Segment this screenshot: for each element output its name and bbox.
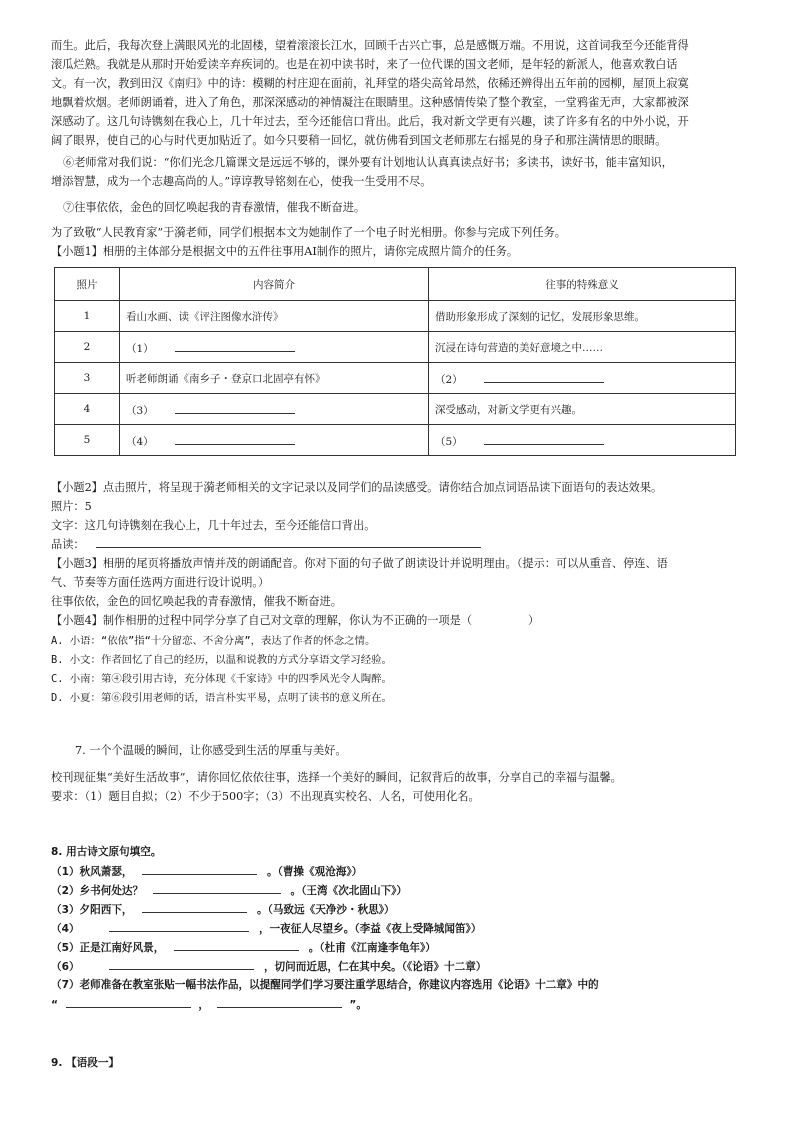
row-num: 2 (55, 332, 120, 363)
answer-blank-5[interactable] (484, 432, 604, 445)
passage-line: ⑥老师常对我们说：“你们光念几篇课文是远远不够的，课外要有计划地认认真真读点好书；多读书，读好书，能丰富知识， (63, 156, 673, 169)
blank-label: （1） (126, 342, 154, 355)
answer-blank-3[interactable] (175, 401, 295, 414)
item-prefix: （6） (51, 961, 80, 973)
option-b[interactable]: B. 小文：作者回忆了自己的经历，以温和说教的方式分享语文学习经验。 (51, 654, 392, 666)
answer-blank-1[interactable] (175, 339, 295, 352)
q7-line: 校刊现征集“美好生活故事”，请你回忆依依往事，选择一个美好的瞬间，记叙背后的故事，分享自己的幸福与温馨。 (51, 771, 622, 784)
q4-prompt: 【小题4】制作相册的过程中同学分享了自己对文章的理解，你认为不正确的一项是（ ） (51, 614, 540, 627)
q1-prompt: 【小题1】相册的主体部分是根据文中的五件往事用AI制作的照片，请你完成照片简介的任务。 (51, 245, 519, 258)
q4-options (51, 632, 746, 708)
answer-blank-4[interactable] (175, 432, 295, 445)
passage-line: 深感动了。这几句诗镌刻在我心上，几十年过去，至今还能信口背出。此后，我对新文学更有兴趣，读了许多有名的中外小说，开 (51, 115, 689, 128)
passage-line: 增添智慧，成为一个志趣高尚的人。”谆谆教导铭刻在心，使我一生受用不尽。 (51, 175, 432, 188)
passage-paragraph-7 (51, 198, 746, 217)
item-prefix: （3）夕阳西下， (51, 904, 133, 916)
table-row (55, 363, 736, 394)
q8-item (51, 862, 746, 881)
row-num: 4 (55, 394, 120, 425)
poem-blank-2[interactable] (153, 881, 281, 894)
passage-line: 滚瓜烂熟。我就是从那时开始爱读辛弃疾词的。也是在初中读书时，来了一位代课的国文老师，是年轻的新派人，他喜欢教白话 (51, 58, 678, 71)
option-d[interactable]: D. 小夏：第⑥段引用老师的话，语言朴实平易，点明了读书的意义所在。 (51, 692, 392, 704)
row-content (120, 425, 429, 456)
passage-line: 阔了眼界，使自己的心与时代更加贴近了。如今只要稍一回忆，就仿佛看到国文老师那左右摇晃的身子和那注满情思的眼睛。 (51, 134, 667, 147)
row-content (120, 394, 429, 425)
passage-paragraph (51, 36, 746, 150)
task-intro (51, 223, 746, 261)
q7-title-text: 7. 一个个温暖的瞬间，让你感受到生活的厚重与美好。 (75, 744, 347, 757)
table-row (55, 394, 736, 425)
q8-title: 8. 用古诗文原句填空。 (51, 846, 162, 858)
header-meaning: 往事的特殊意义 (429, 268, 736, 301)
intro-text: 为了致敬“人民教育家”于漪老师，同学们根据本文为她制作了一个电子时光相册。你参与完成下列任务。 (51, 226, 566, 239)
q7-title (75, 741, 746, 760)
row-meaning (429, 425, 736, 456)
poem-blank-4[interactable] (109, 919, 249, 932)
q2-read-row (51, 535, 746, 554)
table-row (55, 425, 736, 456)
poem-blank-7a[interactable] (66, 995, 191, 1008)
row-meaning: 沉浸在诗句营造的美好意境之中…… (429, 332, 736, 363)
table-row (55, 332, 736, 363)
blank-label: （5） (435, 435, 463, 448)
row-meaning (429, 363, 736, 394)
q4-block (51, 611, 746, 630)
item-prefix: （4） (51, 923, 80, 935)
blank-label: （3） (126, 404, 154, 417)
poem-blank-5[interactable] (174, 938, 299, 951)
row-meaning: 借助形象形成了深刻的记忆，发展形象思维。 (429, 301, 736, 332)
q8-block (51, 843, 746, 1014)
comma: ， (198, 999, 209, 1011)
item-prefix: （5）正是江南好风景， (51, 942, 165, 954)
row-content: 听老师朗诵《南乡子・登京口北固亭有怀》 (120, 363, 429, 394)
passage-line: 地飘着炊烟。老师朗诵着，进入了角色，那深深感动的神情凝注在眼睛里。这种感情传染了整个教室，一堂鸦雀无声，大家都被深 (51, 96, 689, 109)
item-prefix: （1）秋风萧瑟， (51, 866, 133, 878)
item-suffix: ，切问而近思，仁在其中矣。（《论语》十二章） (263, 961, 487, 973)
table-row (55, 301, 736, 332)
row-content: 看山水画、读《评注图像水浒传》 (120, 301, 429, 332)
row-content (120, 332, 429, 363)
row-num: 3 (55, 363, 120, 394)
item-prefix: （2）乡书何处达？ (51, 885, 144, 897)
q8-item (51, 957, 746, 976)
q3-sentence: 往事依依，金色的回忆唤起我的青春激情，催我不断奋进。 (51, 595, 342, 608)
header-content: 内容简介 (120, 268, 429, 301)
q2-photo: 照片：5 (51, 500, 92, 513)
row-meaning: 深受感动，对新文学更有兴趣。 (429, 394, 736, 425)
q2-text: 文字：这几句诗镌刻在我心上，几十年过去，至今还能信口背出。 (51, 519, 376, 532)
passage-line: 而生。此后，我每次登上满眼风光的北固楼，望着滚滚长江水，回顾千古兴亡事，总是感慨万端。不用说，这首词我至今还能背得 (51, 39, 689, 52)
item-suffix: ，一夜征人尽望乡。（李益《夜上受降城闻笛》） (258, 923, 482, 935)
q8-item (51, 919, 746, 938)
q2-prompt: 【小题2】点击照片，将呈现于漪老师相关的文字记录以及同学们的品读感受。请你结合加点词语品读下面语句的表达效果。 (51, 481, 663, 494)
table-header-row (55, 268, 736, 301)
photo-table (54, 267, 736, 456)
q8-item (51, 900, 746, 919)
item-suffix: 。（王湾《次北固山下》） (290, 885, 408, 897)
blank-label: （2） (435, 373, 463, 386)
q2-read-label: 品读： (51, 538, 85, 551)
passage-paragraph-6 (51, 153, 746, 191)
poem-blank-1[interactable] (142, 862, 257, 875)
q7-requirements: 要求：（1）题目自拟；（2）不少于500字；（3）不出现真实校名、人名，可使用化名。 (51, 790, 480, 803)
passage-line: 文。有一次，教到田汉《南归》中的诗：模糊的村庄迎在面前，礼拜堂的塔尖高耸昂然，依稀还辨得出五年前的园柳，屋顶上寂寞 (51, 77, 689, 90)
q8-item (51, 938, 746, 957)
close-quote: ”。 (349, 999, 367, 1011)
open-quote: “ (51, 999, 58, 1011)
item-suffix: 。（马致远《天净沙・秋思》） (256, 904, 395, 916)
blank-label: （4） (126, 435, 154, 448)
poem-blank-6[interactable] (109, 957, 254, 970)
poem-blank-3[interactable] (142, 900, 247, 913)
q2-block (51, 478, 746, 554)
option-c[interactable]: C. 小南：第④段引用古诗，充分体现《千家诗》中的四季风光令人陶醉。 (51, 673, 392, 685)
q7-block (51, 768, 746, 806)
poem-blank-7b[interactable] (217, 995, 342, 1008)
q2-answer-blank[interactable] (96, 535, 481, 548)
item-suffix: 。（杜甫《江南逢李龟年》） (308, 942, 436, 954)
item-suffix: 。（曹操《观沧海》） (266, 866, 363, 878)
row-num: 1 (55, 301, 120, 332)
q8-item-7-answer (51, 995, 746, 1014)
option-a[interactable]: A. 小语：“依依”指“十分留恋、不舍分离”，表达了作者的怀念之情。 (51, 635, 376, 647)
row-num: 5 (55, 425, 120, 456)
q8-item (51, 881, 746, 900)
passage-line: ⑦往事依依，金色的回忆唤起我的青春激情，催我不断奋进。 (63, 201, 366, 214)
q3-prompt-line: 【小题3】相册的尾页将播放声情并茂的朗诵配音。你对下面的句子做了朗读设计并说明理由。（提示：可以从重音、停连、语 (51, 557, 668, 570)
q3-prompt-line: 气、节奏等方面任选两方面进行设计说明。） (51, 576, 270, 589)
q3-block (51, 554, 746, 611)
answer-blank-2[interactable] (484, 370, 604, 383)
q8-item-7: （7）老师准备在教室张贴一幅书法作品，以提醒同学们学习要注重学思结合，你建议内容选用《论语》十二章》中的 (51, 979, 599, 991)
header-photo: 照片 (55, 268, 120, 301)
q9-title: 9. 【语段一】 (51, 1057, 120, 1069)
q9-block (51, 1054, 746, 1073)
